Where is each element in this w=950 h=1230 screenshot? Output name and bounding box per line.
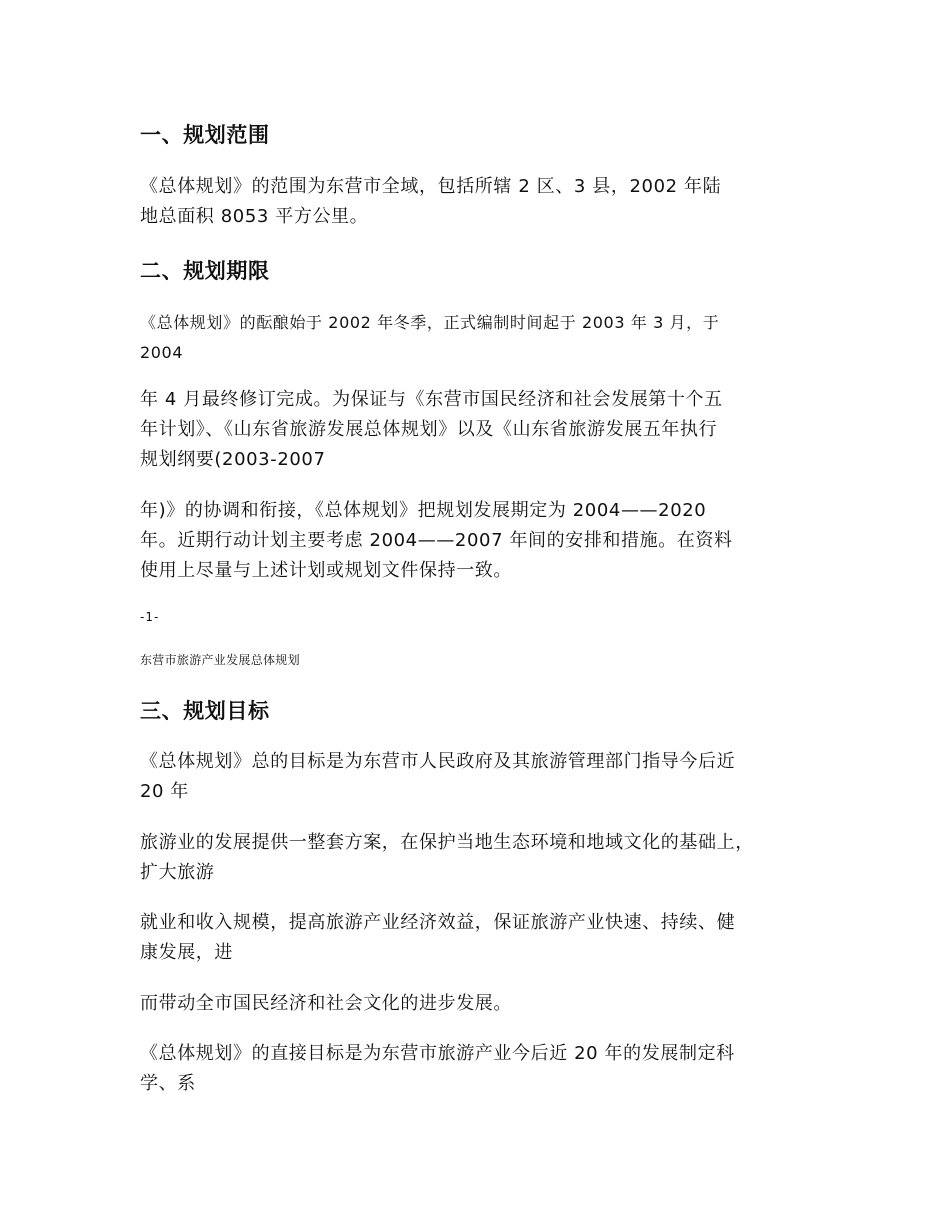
paragraph-period-1: 《总体规划》的酝酿始于 2002 年冬季，正式编制时间起于 2003 年 3 月，于 2004 bbox=[140, 313, 720, 362]
page-number: -1- bbox=[140, 610, 160, 624]
section-heading-period: 二、规划期限 bbox=[140, 259, 270, 283]
paragraph-goals-4: 而带动全市国民经济和社会文化的进步发展。 bbox=[140, 993, 512, 1014]
paragraph-period-2: 年 4 月最终修订完成。为保证与《东营市国民经济和社会发展第十个五 年计划》、《山东省旅游发展总体规划》以及《山东省旅游发展五年执行 规划纲要(2003-2007 bbox=[140, 389, 723, 470]
paragraph-period-3: 年)》的协调和衔接，《总体规划》把规划发展期定为 2004——2020 年。近期行动计划主要考虑 2004——2007 年间的安排和措施。在资料 使用上尽量与上述计划或规划文件保持一致。 bbox=[140, 500, 733, 581]
running-header: 东营市旅游产业发展总体规划 bbox=[140, 653, 300, 667]
section-heading-scope: 一、规划范围 bbox=[140, 123, 270, 147]
paragraph-goals-5: 《总体规划》的直接目标是为东营市旅游产业今后近 20 年的发展制定科 学、系 bbox=[140, 1043, 735, 1094]
section-heading-goals: 三、规划目标 bbox=[140, 699, 270, 723]
paragraph-goals-2: 旅游业的发展提供一整套方案，在保护当地生态环境和地域文化的基础上， 扩大旅游 bbox=[140, 832, 754, 883]
paragraph-goals-1: 《总体规划》总的目标是为东营市人民政府及其旅游管理部门指导今后近 20 年 bbox=[140, 751, 736, 802]
paragraph-goals-3: 就业和收入规模，提高旅游产业经济效益，保证旅游产业快速、持续、健 康发展，进 bbox=[140, 912, 736, 963]
paragraph-scope: 《总体规划》的范围为东营市全域，包括所辖 2 区、3 县，2002 年陆 地总面积 8053 平方公里。 bbox=[140, 176, 722, 227]
